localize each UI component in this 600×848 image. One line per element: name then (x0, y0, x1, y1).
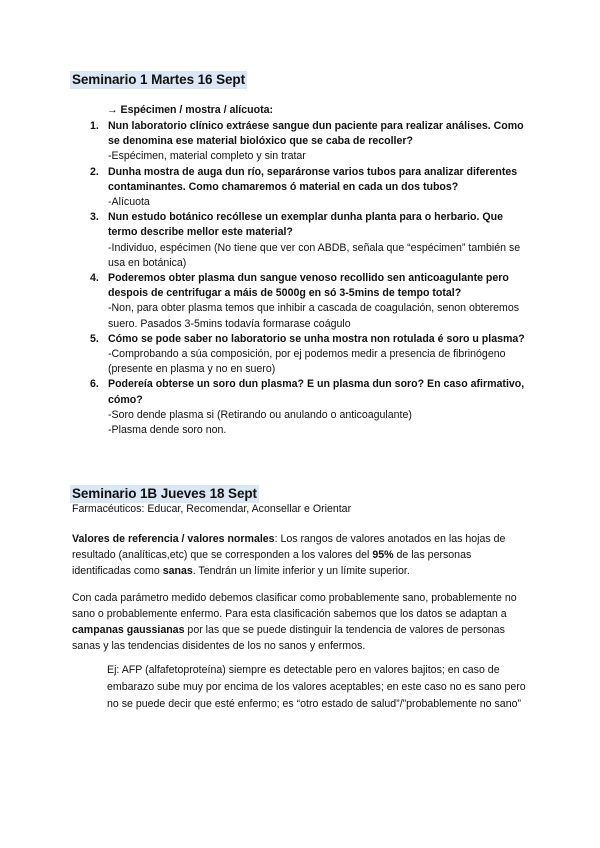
question-item (86, 377, 526, 438)
parameter-paragraph (72, 590, 532, 654)
reference-values-paragraph (72, 531, 532, 579)
answer-text: -Comprobando a súa composición, por ej podemos medir a presencia de fibrinógeno (presente en plasma y no en suero) (108, 348, 506, 376)
question-text: Nun estudo botánico recóllese un exemplar dunha planta para o herbario. Que termo describe mellor este material? (108, 211, 503, 239)
question-number: 1. (90, 120, 99, 132)
answer-text: -Plasma dende soro non. (108, 424, 227, 437)
reference-values-term: Valores de referencia / valores normales (72, 533, 275, 545)
answer-text: -Non, para obter plasma temos que inhibir a cascada de coagulación, senon obteremos suero. Pasados 3-5mins todavía formarase coágulo (108, 302, 520, 330)
paragraph-text: Con cada parámetro medido debemos clasificar como probablemente sano, probablemente no sano o probablemente enfermo. Para esta clasificación sabemos que los datos se adaptan a (72, 592, 517, 620)
example-paragraph: Ej: AFP (alfafetoproteína) siempre es detectable pero en valores bajitos; en caso de embarazo sube muy por encima de los valores aceptables; en este caso no es sano pero no se puede decir que esté enfermo; es “otro estado de salud”/”probablemente no sano” (107, 664, 526, 710)
paragraph-text: : Los rangos de valores anotados en las hojas de resultado (analíticas,etc) que se corresponden a los valores del (72, 533, 506, 561)
answer-text: -Individuo, espécimen (No tiene que ver con ABDB, señala que “espécimen” también se usa en botánica) (108, 241, 521, 269)
question-text: Cómo se pode saber no laboratorio se unha mostra non rotulada é soro u plasma? (108, 332, 525, 345)
section1-intro: → Espécimen / mostra / alícuota: (107, 104, 274, 116)
question-text: Poderemos obter plasma dun sangue venoso recollido sen anticoagulante pero despois de centrifugar a máis de 5000g en só 3-5mins de tempo total? (108, 272, 509, 300)
question-text: Nun laboratorio clínico extráese sangue dun paciente para realizar análises. Como se denomina ese material biolóxico que se caba de recoller? (108, 120, 524, 148)
answer-text: -Alícuota (108, 196, 150, 209)
question-item (86, 332, 526, 378)
question-number: 4. (90, 272, 99, 285)
question-number: 6. (90, 378, 99, 391)
question-text: Podereía obterse un soro dun plasma? E un plasma dun soro? En caso afirmativo, cómo? (108, 378, 525, 406)
question-number: 5. (90, 332, 99, 345)
question-number: 3. (90, 211, 99, 224)
question-number: 2. (90, 165, 99, 178)
question-item (86, 165, 526, 211)
question-text: Dunha mostra de auga dun río, separáronse varios tubos para analizar diferentes contaminantes. Como chamaremos ó material en cada un dos tubos? (108, 165, 518, 193)
paragraph-text: por las que se puede distinguir la tendencia de valores de personas sanas y las tendencias disidentes de los no sanos y enfermos. (72, 624, 505, 652)
answer-text: -Soro dende plasma si (Retirando ou anulando o anticoagulante) (108, 408, 412, 421)
section2-subtitle: Farmacéuticos: Educar, Recomendar, Aconsellar e Orientar (72, 503, 352, 515)
gaussian-bold: campanas gaussianas (72, 624, 185, 636)
section2-title: Seminario 1B Jueves 18 Sept (72, 486, 257, 501)
question-list (86, 119, 526, 438)
sanas-bold: sanas (162, 565, 193, 577)
question-item (86, 210, 526, 271)
section1-title: Seminario 1 Martes 16 Sept (72, 72, 245, 87)
paragraph-text: . Tendrán un límite inferior y un límite superior. (192, 565, 410, 577)
percent-bold: 95% (372, 549, 394, 561)
question-item (86, 271, 526, 332)
paragraph-text: de las personas identificadas como (72, 549, 472, 577)
answer-text: -Espécimen, material completo y sin tratar (108, 150, 306, 163)
question-item (86, 119, 526, 165)
